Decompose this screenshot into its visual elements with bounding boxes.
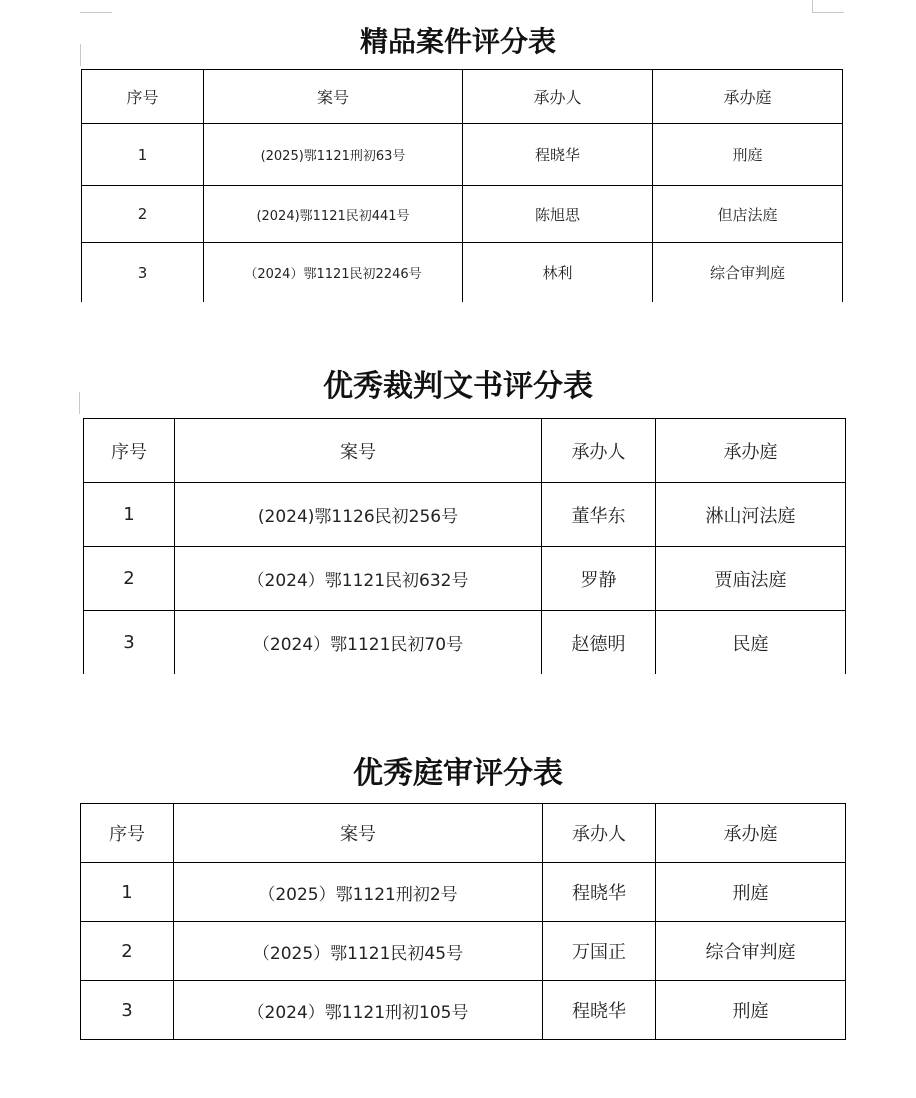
header-cell-index: 序号	[84, 419, 175, 483]
header-cell-judge: 承办人	[543, 804, 656, 863]
cell-court: 淋山河法庭	[656, 483, 846, 547]
header-cell-court: 承办庭	[656, 419, 846, 483]
cell-court: 贾庙法庭	[656, 547, 846, 611]
header-cell-judge: 承办人	[463, 70, 653, 124]
cell-court: 综合审判庭	[656, 922, 846, 981]
cell-index: 2	[81, 922, 174, 981]
score-table-judgment-documents	[83, 418, 846, 674]
cell-case-no: （2025）鄂1121刑初2号	[174, 863, 543, 922]
cell-court: 刑庭	[653, 124, 843, 186]
cell-index: 2	[82, 186, 204, 243]
cell-judge: 程晓华	[543, 863, 656, 922]
table-row	[81, 981, 846, 1040]
table-header-row	[84, 419, 846, 483]
cell-case-no: (2024)鄂1121民初441号	[204, 186, 463, 243]
cell-judge: 程晓华	[543, 981, 656, 1040]
header-cell-case-no: 案号	[175, 419, 542, 483]
cell-court: 刑庭	[656, 863, 846, 922]
cell-index: 3	[84, 611, 175, 675]
table-header-row	[81, 804, 846, 863]
header-cell-judge: 承办人	[542, 419, 656, 483]
table-header-row	[82, 70, 843, 124]
cell-case-no: （2024）鄂1121民初632号	[175, 547, 542, 611]
score-table-court-trials	[80, 803, 846, 1040]
table-row	[84, 483, 846, 547]
table-row	[82, 186, 843, 243]
header-cell-court: 承办庭	[653, 70, 843, 124]
cell-court: 但店法庭	[653, 186, 843, 243]
header-cell-index: 序号	[82, 70, 204, 124]
page-corner-mark	[80, 12, 112, 13]
cell-index: 3	[81, 981, 174, 1040]
table-row	[82, 243, 843, 303]
table-row	[82, 124, 843, 186]
cell-judge: 林利	[463, 243, 653, 303]
cell-judge: 罗静	[542, 547, 656, 611]
cell-court: 刑庭	[656, 981, 846, 1040]
cell-court: 综合审判庭	[653, 243, 843, 303]
cell-case-no: （2024）鄂1121刑初105号	[174, 981, 543, 1040]
cell-index: 3	[82, 243, 204, 303]
cell-judge: 万国正	[543, 922, 656, 981]
cell-case-no: (2025)鄂1121刑初63号	[204, 124, 463, 186]
table-row	[81, 863, 846, 922]
table-row	[84, 611, 846, 675]
header-cell-court: 承办庭	[656, 804, 846, 863]
cell-index: 1	[84, 483, 175, 547]
table-row	[84, 547, 846, 611]
cell-court: 民庭	[656, 611, 846, 675]
cell-judge: 程晓华	[463, 124, 653, 186]
cell-index: 1	[81, 863, 174, 922]
cell-judge: 赵德明	[542, 611, 656, 675]
table-row	[81, 922, 846, 981]
cell-case-no: (2024)鄂1126民初256号	[175, 483, 542, 547]
table-title: 优秀裁判文书评分表	[323, 369, 593, 404]
table-title: 优秀庭审评分表	[353, 756, 563, 791]
cell-index: 1	[82, 124, 204, 186]
header-cell-case-no: 案号	[174, 804, 543, 863]
page-corner-mark	[812, 12, 844, 13]
cell-case-no: （2024）鄂1121民初70号	[175, 611, 542, 675]
cell-index: 2	[84, 547, 175, 611]
cell-judge: 陈旭思	[463, 186, 653, 243]
cell-judge: 董华东	[542, 483, 656, 547]
table-title: 精品案件评分表	[359, 25, 556, 58]
score-table-boutique-cases	[81, 69, 843, 302]
page-corner-mark	[812, 0, 813, 12]
cell-case-no: （2024）鄂1121民初2246号	[204, 243, 463, 303]
header-cell-index: 序号	[81, 804, 174, 863]
cell-case-no: （2025）鄂1121民初45号	[174, 922, 543, 981]
header-cell-case-no: 案号	[204, 70, 463, 124]
